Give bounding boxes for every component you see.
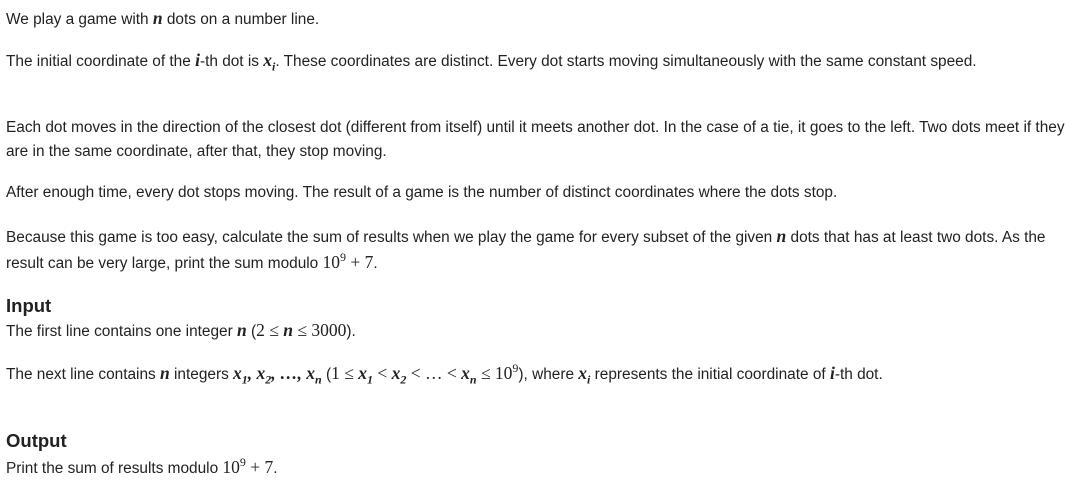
- math-x-bounds: [331, 361, 519, 387]
- text: (: [246, 323, 257, 340]
- text: -th dot.: [834, 366, 883, 383]
- text: represents the initial coordinate of: [590, 366, 830, 383]
- output-heading: Output: [6, 430, 67, 451]
- text: Because this game is too easy, calculate the sum of results when we play the game for every subset of the given: [6, 229, 777, 246]
- math-symbol: x: [391, 363, 401, 383]
- math-subscript: i: [272, 59, 276, 74]
- text: ), where: [518, 366, 579, 383]
- math-n: n: [152, 8, 163, 28]
- text: Print the sum of results modulo: [6, 460, 223, 477]
- text: The first line contains one integer: [6, 323, 237, 340]
- math-number: + 7: [346, 252, 374, 272]
- text: dots that has at least two dots. As the result can be very large, print the sum modulo: [6, 229, 1046, 272]
- input-line-2: [6, 361, 1072, 387]
- math-number: 2 ≤: [256, 320, 284, 340]
- statement-paragraph-3: Each dot moves in the direction of the closest dot (different from itself) until it meets another dot. In the case of a tie, it goes to the left. Two dots meet if they are in the same coordinate, after that, they stop moving.: [6, 119, 1065, 160]
- statement-paragraph-5: [6, 224, 1072, 276]
- math-subscript: n: [469, 372, 477, 387]
- statement-paragraph-1: [6, 6, 1072, 32]
- math-i: i: [195, 50, 200, 70]
- math-operator: < … <: [406, 363, 462, 383]
- math-number: 10: [222, 457, 240, 477]
- math-x-i: [578, 363, 591, 387]
- text: . These coordinates are distinct. Every dot starts moving simultaneously with the same constant speed.: [275, 53, 977, 70]
- math-number: ≤ 3000: [292, 320, 347, 340]
- math-symbol: x: [578, 363, 588, 383]
- math-n: n: [237, 320, 247, 340]
- math-exponent: 9: [239, 455, 246, 470]
- math-subscript: n: [315, 372, 322, 387]
- input-line-1: [6, 318, 1072, 344]
- math-symbol: x: [306, 363, 316, 383]
- text: ).: [346, 323, 356, 340]
- text: integers: [169, 366, 234, 383]
- math-symbol: x: [263, 50, 273, 70]
- math-number: 1 ≤: [331, 363, 359, 383]
- math-operator: <: [373, 363, 392, 383]
- text: The initial coordinate of the: [6, 53, 196, 70]
- math-symbol: x: [233, 363, 242, 383]
- math-exponent: 9: [340, 250, 347, 265]
- math-subscript: 2: [265, 372, 272, 387]
- input-heading: Input: [6, 295, 52, 316]
- math-comma: ,: [247, 363, 257, 383]
- text: We play a game with: [6, 11, 153, 28]
- text: -th dot is: [199, 53, 264, 70]
- math-n: n: [160, 363, 170, 383]
- math-n-bounds: [256, 320, 346, 340]
- text: .: [373, 255, 378, 272]
- math-subscript: 2: [400, 372, 407, 387]
- math-ellipsis: , …,: [271, 363, 307, 383]
- math-exponent: 9: [512, 361, 519, 376]
- text: The next line contains: [6, 366, 160, 383]
- math-i: i: [829, 363, 835, 383]
- math-modulus: [323, 252, 374, 272]
- math-operator: ≤: [476, 363, 495, 383]
- math-symbol: x: [358, 363, 367, 383]
- output-line-1: [6, 455, 1072, 481]
- math-n: n: [283, 320, 293, 340]
- math-number: 10: [494, 363, 513, 383]
- math-x-i: [263, 50, 276, 74]
- statement-paragraph-4: After enough time, every dot stops moving. The result of a game is the number of distinct coordinates where the dots stop.: [6, 184, 838, 201]
- statement-paragraph-2: [6, 48, 1072, 74]
- math-x-list: [233, 363, 322, 387]
- text: dots on a number line.: [162, 11, 320, 28]
- math-modulus: [222, 457, 273, 477]
- math-subscript: 1: [367, 372, 373, 387]
- math-subscript: i: [587, 372, 591, 387]
- math-symbol: x: [461, 363, 470, 383]
- math-number: 10: [322, 252, 341, 272]
- math-number: + 7: [245, 457, 274, 477]
- math-symbol: x: [256, 363, 266, 383]
- math-subscript: 1: [241, 372, 248, 387]
- text: (: [321, 366, 332, 383]
- math-n: n: [776, 226, 787, 246]
- text: .: [273, 460, 278, 477]
